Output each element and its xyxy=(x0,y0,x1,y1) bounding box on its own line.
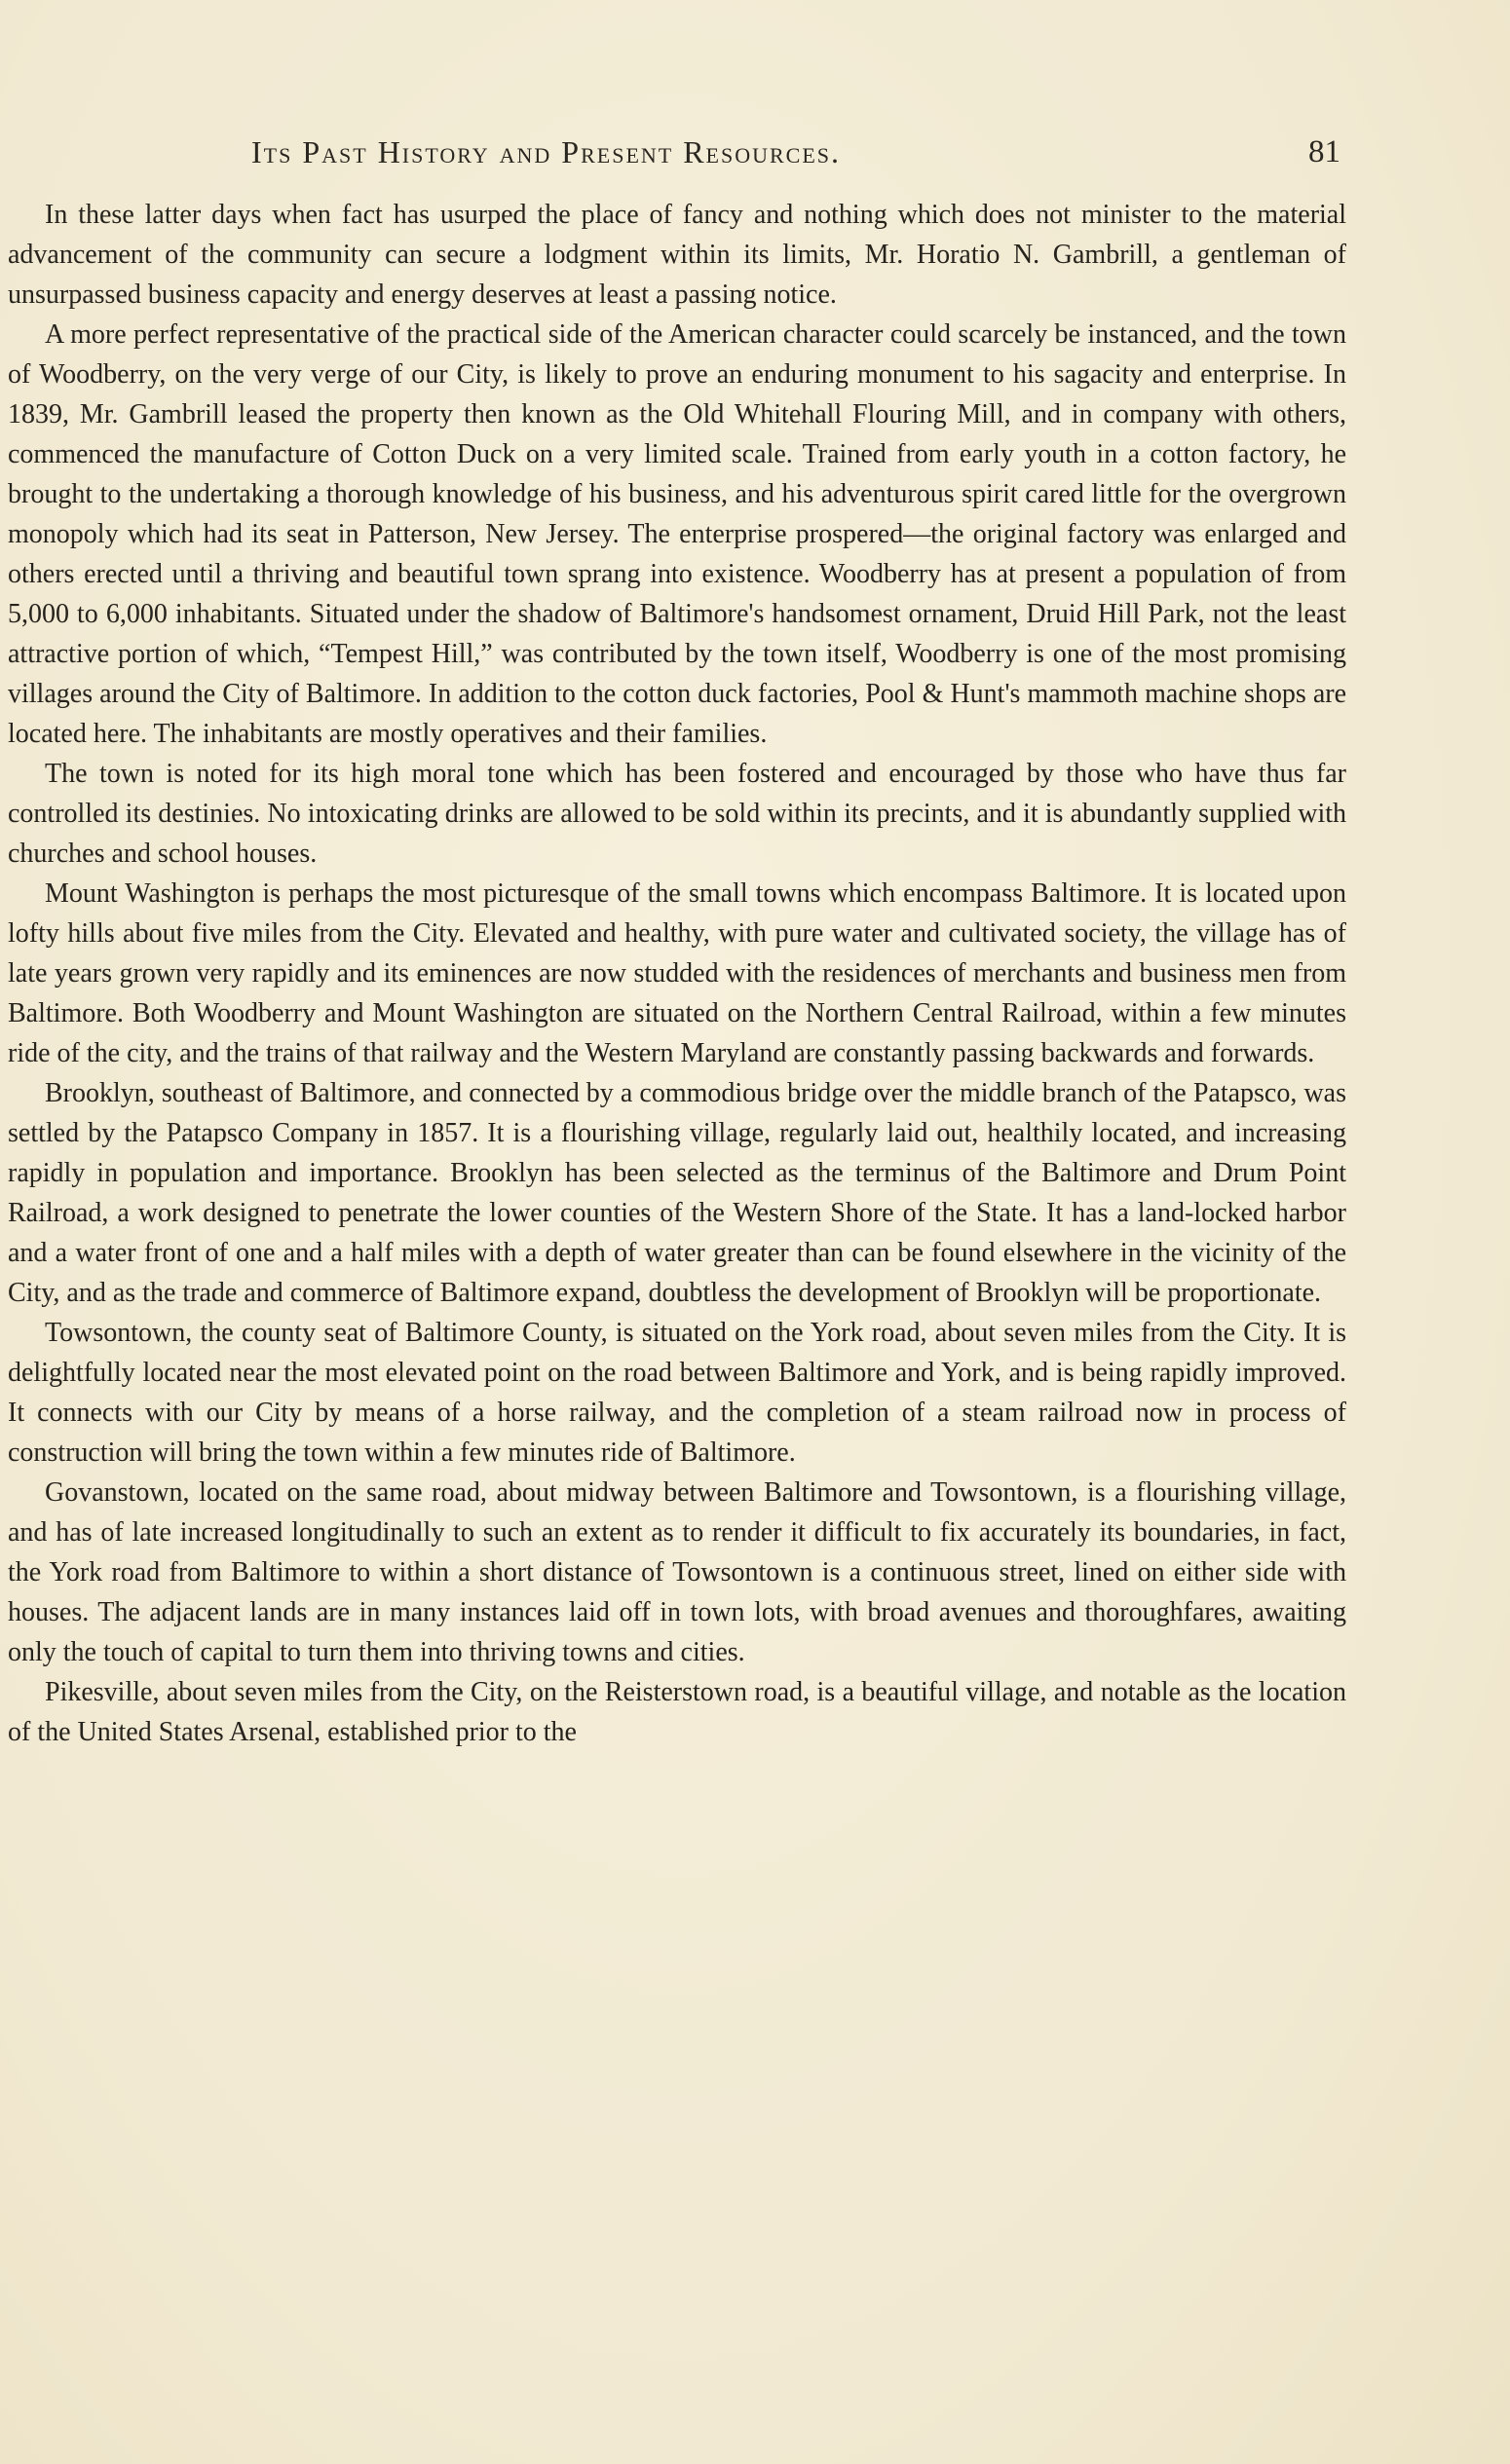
paragraph-moral-tone: The town is noted for its high moral tone which has been fostered and encouraged by those who have thus far controlled its destinies. No intoxicating drinks are allowed to be sold within its precints, and it is abundantly supplied with churches and school houses. xyxy=(8,759,1346,869)
paragraph-gambrill: In these latter days when fact has usurped the place of fancy and nothing which does not minister to the material advancement of the community can secure a lodgment within its limits, Mr. Horatio N. Gambrill, a gentleman of unsurpassed business capacity and energy deserves at least a passing notice. xyxy=(8,200,1346,310)
running-head: Its Past History and Present Resources. xyxy=(251,134,842,169)
body-text xyxy=(8,195,1346,1752)
page-number: 81 xyxy=(1308,134,1340,169)
paragraph-pikesville: Pikesville, about seven miles from the City, on the Reisterstown road, is a beautiful village, and notable as the location of the United States Arsenal, established prior to the xyxy=(8,1677,1346,1747)
page-header xyxy=(14,134,1340,173)
paragraph-mount-washington: Mount Washington is perhaps the most picturesque of the small towns which encompass Baltimore. It is located upon lofty hills about five miles from the City. Elevated and healthy, with pure water and cultivated society, the village has of late years grown very rapidly and its eminences are now studded with the residences of merchants and business men from Baltimore. Both Woodberry and Mount Washington are situated on the Northern Central Railroad, within a few minutes ride of the city, and the trains of that railway and the Western Maryland are constantly passing backwards and forwards. xyxy=(8,878,1346,1068)
paragraph-towsontown: Towsontown, the county seat of Baltimore County, is situated on the York road, about seven miles from the City. It is delightfully located near the most elevated point on the road between Baltimore and York, and is being rapidly improved. It connects with our City by means of a horse railway, and the completion of a steam railroad now in process of construction will bring the town within a few minutes ride of Baltimore. xyxy=(8,1318,1346,1468)
paragraph-woodberry: A more perfect representative of the practical side of the American character could scarcely be instanced, and the town of Woodberry, on the very verge of our City, is likely to prove an enduring monument to his sagacity and enterprise. In 1839, Mr. Gambrill leased the property then known as the Old Whitehall Flouring Mill, and in company with others, commenced the manufacture of Cotton Duck on a very limited scale. Trained from early youth in a cotton factory, he brought to the undertaking a thorough knowledge of his business, and his adventurous spirit cared little for the overgrown monopoly which had its seat in Patterson, New Jersey. The enterprise prospered—the original factory was enlarged and others erected until a thriving and beautiful town sprang into existence. Woodberry has at present a population of from 5,000 to 6,000 inhabitants. Situated under the shadow of Baltimore's handsomest ornament, Druid Hill Park, not the least attractive portion of which, “Tempest Hill,” was contributed by the town itself, Woodberry is one of the most promising villages around the City of Baltimore. In addition to the cotton duck factories, Pool & Hunt's mammoth machine shops are located here. The inhabitants are mostly operatives and their families. xyxy=(8,319,1346,749)
paragraph-brooklyn: Brooklyn, southeast of Baltimore, and connected by a commodious bridge over the middle branch of the Patapsco, was settled by the Patapsco Company in 1857. It is a flourishing village, regularly laid out, healthily located, and increasing rapidly in population and importance. Brooklyn has been selected as the terminus of the Baltimore and Drum Point Railroad, a work designed to penetrate the lower counties of the Western Shore of the State. It has a land-locked harbor and a water front of one and a half miles with a depth of water greater than can be found elsewhere in the vicinity of the City, and as the trade and commerce of Baltimore expand, doubtless the development of Brooklyn will be proportionate. xyxy=(8,1078,1346,1308)
paragraph-govanstown: Govanstown, located on the same road, about midway between Baltimore and Towsontown, is a flourishing village, and has of late increased longitudinally to such an extent as to render it difficult to fix accurately its boundaries, in fact, the York road from Baltimore to within a short distance of Towsontown is a continuous street, lined on either side with houses. The adjacent lands are in many instances laid off in town lots, with broad avenues and thoroughfares, awaiting only the touch of capital to turn them into thriving towns and cities. xyxy=(8,1477,1346,1667)
